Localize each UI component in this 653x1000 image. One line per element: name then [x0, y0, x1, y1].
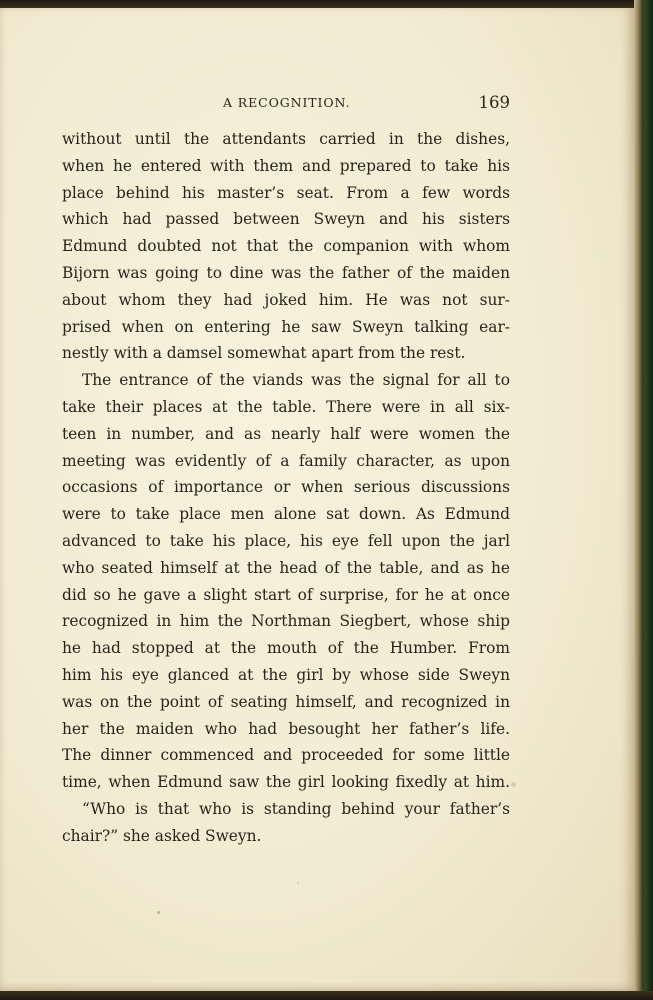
text-line: which had passed between Sweyn and his sisters: [62, 210, 510, 229]
text-line: Bijorn was going to dine was the father of the maiden: [62, 263, 510, 282]
text-line: her the maiden who had besought her father’s life.: [62, 719, 510, 738]
text-line: Edmund doubted not that the companion with whom: [62, 237, 510, 256]
paper-speck: [157, 911, 160, 914]
running-head: A RECOGNITION.: [223, 95, 351, 110]
page-header: [62, 93, 510, 117]
text-line: him his eye glanced at the girl by whose side Sweyn: [62, 665, 510, 684]
text-line: meeting was evidently of a family character, as upon: [62, 451, 510, 470]
text-line: teen in number, and as nearly half were women the: [62, 424, 510, 443]
text-line: without until the attendants carried in the dishes,: [62, 130, 510, 148]
text-line: occasions of importance or when serious discussions: [62, 478, 510, 497]
text-line: prised when on entering he saw Sweyn talking ear-: [62, 317, 510, 336]
text-line: about whom they had joked him. He was not sur-: [62, 290, 510, 309]
text-line: The dinner commenced and proceeded for some little: [62, 746, 510, 765]
text-line: recognized in him the Northman Siegbert, whose ship: [62, 612, 510, 631]
body-text: [62, 126, 510, 850]
paper-speck: [511, 782, 516, 787]
text-line: when he entered with them and prepared to take his: [62, 156, 510, 175]
text-line: did so he gave a slight start of surprise, for he at once: [62, 585, 510, 604]
paper-speck: [297, 882, 299, 884]
text-line: place behind his master’s seat. From a few words: [62, 183, 510, 202]
text-line: nestly with a damsel somewhat apart from the rest.: [62, 344, 466, 363]
text-line: take their places at the table. There were in all six-: [62, 397, 510, 416]
book-bottom-edge: [0, 991, 653, 1000]
text-line: chair?” she asked Sweyn.: [62, 826, 262, 845]
text-line: time, when Edmund saw the girl looking fixedly at him.: [62, 773, 510, 792]
text-line: were to take place men alone sat down. As Edmund: [62, 505, 510, 524]
text-line: “Who is that who is standing behind your father’s: [82, 799, 510, 818]
page-number: 169: [478, 93, 510, 112]
text-line: he had stopped at the mouth of the Humber. From: [62, 639, 510, 658]
text-line: who seated himself at the head of the table, and as he: [62, 558, 510, 577]
book-top-edge: [0, 0, 653, 8]
text-line: advanced to take his place, his eye fell upon the jarl: [62, 531, 510, 550]
text-line: was on the point of seating himself, and recognized in: [62, 692, 510, 711]
text-line: The entrance of the viands was the signal for all to: [82, 371, 510, 390]
book-binding-edge: [634, 0, 653, 1000]
